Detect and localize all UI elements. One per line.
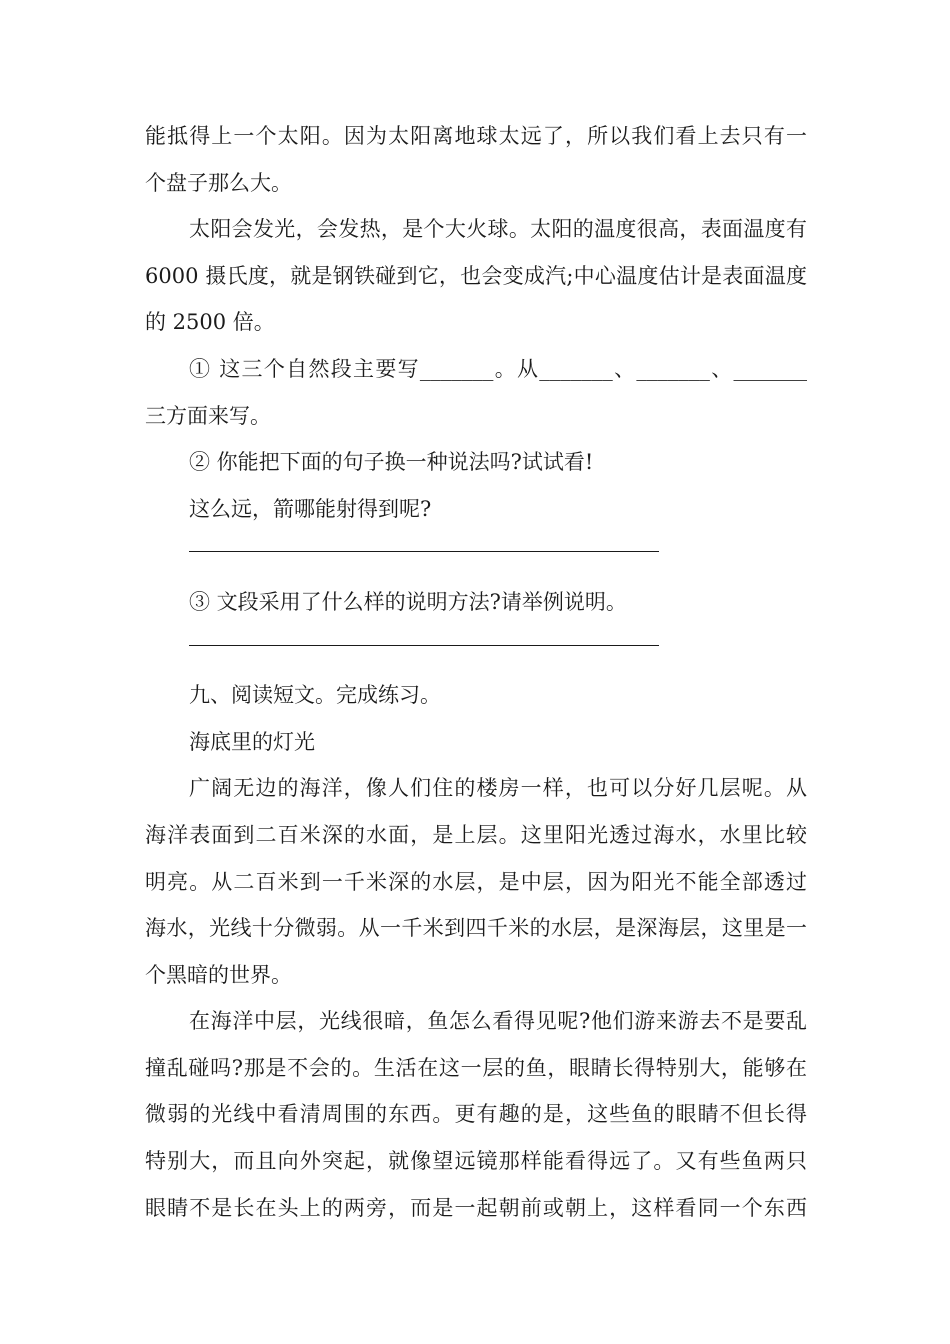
text-line: 6000 摄氏度，就是钢铁碰到它，也会变成汽;中心温度估计是表面温度 <box>145 263 807 288</box>
text-line: 在海洋中层，光线很暗，鱼怎么看得见呢?他们游来游去不是要乱 <box>189 1009 807 1034</box>
answer-blank[interactable] <box>189 550 659 552</box>
text-line: 的 2500 倍。 <box>145 310 275 335</box>
text-line: 海水，光线十分微弱。从一千米到四千米的水层，是深海层，这里是一 <box>145 916 807 941</box>
text-line: 三方面来写。 <box>145 403 271 428</box>
article-title: 海底里的灯光 <box>189 729 315 754</box>
text-line: 微弱的光线中看清周围的东西。更有趣的是，这些鱼的眼睛不但长得 <box>145 1102 807 1127</box>
answer-blank[interactable] <box>189 644 659 646</box>
section-heading: 九、阅读短文。完成练习。 <box>189 683 441 708</box>
answer-line-1[interactable] <box>145 532 807 579</box>
question-2-sentence: 这么远，箭哪能射得到呢? <box>189 496 432 521</box>
text-line: 眼睛不是长在头上的两旁，而是一起朝前或朝上，这样看同一个东西 <box>145 1195 807 1220</box>
text-line: 海洋表面到二百米深的水面，是上层。这里阳光透过海水，水里比较 <box>145 822 807 847</box>
text-line: 太阳会发光，会发热，是个大火球。太阳的温度很高，表面温度有 <box>189 217 807 242</box>
text-line: 特别大，而且向外突起，就像望远镜那样能看得远了。又有些鱼两只 <box>145 1149 807 1174</box>
text-line: 广阔无边的海洋，像人们住的楼房一样，也可以分好几层呢。从 <box>189 776 807 801</box>
text-line: 个盘子那么大。 <box>145 170 292 195</box>
question-2: ② 你能把下面的句子换一种说法吗?试试看! <box>189 450 594 475</box>
question-1: ① 这三个自然段主要写_______。从_______、_______、_______ <box>189 356 807 381</box>
document-page <box>145 113 807 1231</box>
text-line: 撞乱碰吗?那是不会的。生活在这一层的鱼，眼睛长得特别大，能够在 <box>145 1055 807 1080</box>
text-line: 明亮。从二百米到一千米深的水层，是中层，因为阳光不能全部透过 <box>145 869 807 894</box>
question-3: ③ 文段采用了什么样的说明方法?请举例说明。 <box>189 589 627 614</box>
text-line: 能抵得上一个太阳。因为太阳离地球太远了，所以我们看上去只有一 <box>145 124 807 148</box>
answer-line-2[interactable] <box>145 626 807 673</box>
text-line: 个黑暗的世界。 <box>145 962 292 987</box>
